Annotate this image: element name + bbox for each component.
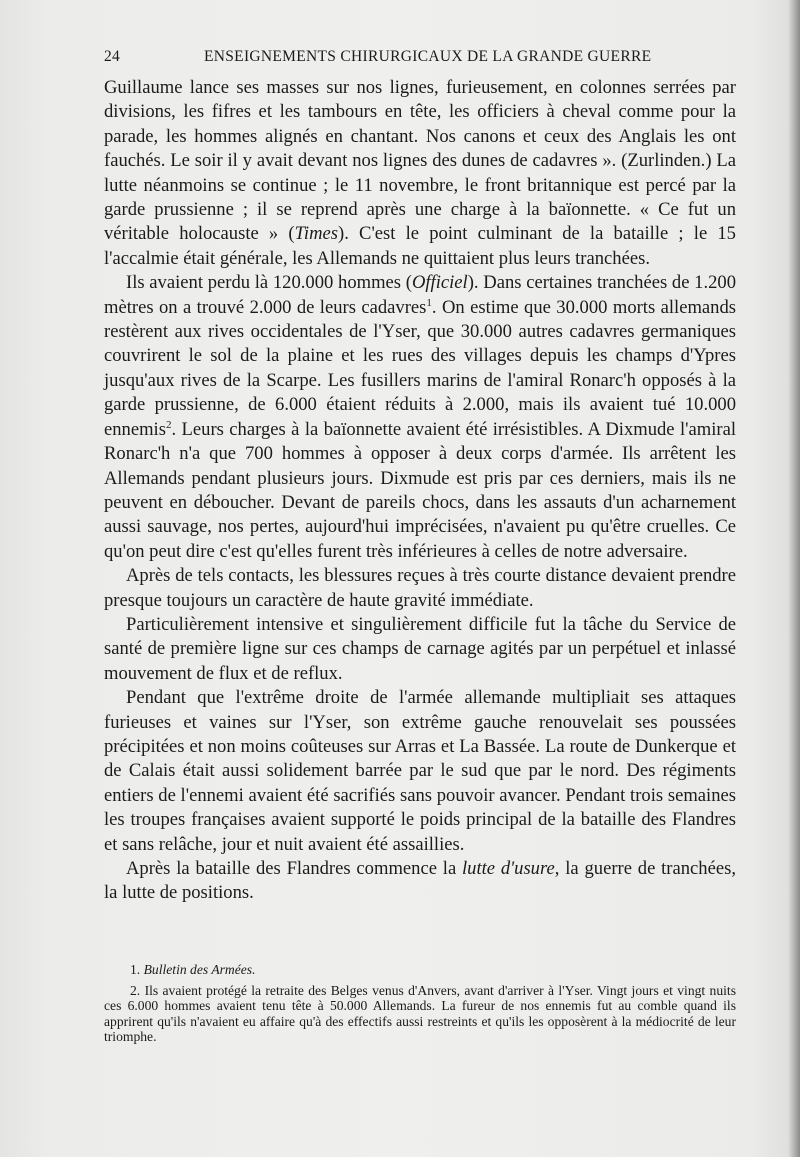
- italic-term: lutte d'usure: [462, 858, 555, 879]
- paragraph: Pendant que l'extrême droite de l'armée allemande multipliait ses attaques furieuses et vaines sur l'Yser, son extrême gauche renouvelait ses poussées précipitées et non moins coûteuses sur Arras et La Bassée. La route de Dunkerque et de Calais était aussi solidement barrée par le sud que par le nord. Des régiments entiers de l'ennemi avaient été sacrifiés sans pouvoir avancer. Pendant trois semaines les troupes françaises avaient supporté le poids principal de la bataille des Flandres et sans relâche, jour et nuit avaient été assaillies.: [104, 687, 736, 855]
- footnotes: [104, 962, 736, 1050]
- paragraph: Ils avaient perdu là 120.000 hommes (Officiel). Dans certaines tranchées de 1.200 mètres on a trouvé 2.000 de leurs cadavres$^1$. On estime que 30.000 morts allemands restèrent aux rives occidentales de l'Yser, que 30.000 autres cadavres germaniques couvrirent le sol de la plaine et les rues des villages depuis les champs d'Ypres jusqu'aux rives de la Scarpe. Les fusillers marins de l'amiral Ronarc'h opposés à la garde prussienne, de 6.000 étaient réduits à 2.000, mais ils avaient tué 10.000 ennemis$^2$. Leurs charges à la baïonnette avaient été irrésistibles. A Dixmude l'amiral Ronarc'h n'a que 700 hommes à opposer à deux corps d'armée. Ils arrêtent les Allemands pendant plusieurs jours. Dixmude est pris par ces derniers, mais ils ne peuvent en déboucher. Devant de pareils chocs, dans les assauts d'un acharnement aussi sauvage, nos pertes, aujourd'hui imprécisées, n'avaient pu qu'être cruelles. Ce qu'on peut dire c'est qu'elles furent très inférieures à celles de notre adversaire.: [104, 272, 737, 562]
- footnote-ref: 2: [165, 418, 172, 431]
- footnote-text: Ils avaient protégé la retraite des Belges venus d'Anvers, avant d'arriver à l'Yser. Vingt jours et vingt nuits ces 6.000 hommes avaient tenu tête à 50.000 Allemands. La fureur de nos ennemis fut au comble quand ils apprirent qu'ils n'avaient eu affaire qu'à des effectifs aussi restreints et qu'ils les opposèrent à la médiocrité de leur triomphe.: [104, 982, 736, 1045]
- footnote-text: Bulletin des Armées.: [143, 962, 256, 977]
- paragraph: Après de tels contacts, les blessures reçues à très courte distance devaient prendre presque toujours un caractère de haute gravité immédiate.: [104, 565, 736, 611]
- footnote-ref: 1: [426, 296, 432, 309]
- italic-citation: Times: [294, 223, 339, 245]
- running-header: [104, 48, 736, 72]
- footnote-number: 1.: [130, 962, 141, 977]
- footnote: [104, 962, 736, 978]
- italic-citation: Officiel: [411, 272, 468, 294]
- footnote-number: 2.: [130, 982, 141, 998]
- footnote: [104, 983, 736, 1045]
- paragraph: Guillaume lance ses masses sur nos lignes, furieusement, en colonnes serrées par divisions, les fifres et les tambours en tête, les officiers à cheval comme pour la parade, les hommes alignés en chantant. Nos canons et ceux des Anglais les ont fauchés. Le soir il y avait devant nos lignes des dunes de cadavres ». (Zurlinden.) La lutte néanmoins se continue ; le 11 novembre, le front britannique est percé par la garde prussienne ; il se reprend après une charge à la baïonnette. « Ce fut un véritable holocauste » (Times). C'est le point culminant de la bataille ; le 15 l'accalmie était générale, les Allemands ne quittaient plus leurs tranchées.: [104, 77, 736, 269]
- running-title: ENSEIGNEMENTS CHIRURGICAUX DE LA GRANDE GUERRE: [204, 48, 652, 65]
- page-edge-shadow: [788, 0, 800, 1157]
- paragraph: Après la bataille des Flandres commence la lutte d'usure, la guerre de tranchées, la lutte de positions.: [104, 858, 736, 904]
- page-number: 24: [104, 48, 121, 65]
- body-text: [104, 76, 736, 906]
- paragraph: Particulièrement intensive et singulièrement difficile fut la tâche du Service de santé de première ligne sur ces champs de carnage agités par un perpétuel et inlassé mouvement de flux et de reflux.: [104, 613, 736, 684]
